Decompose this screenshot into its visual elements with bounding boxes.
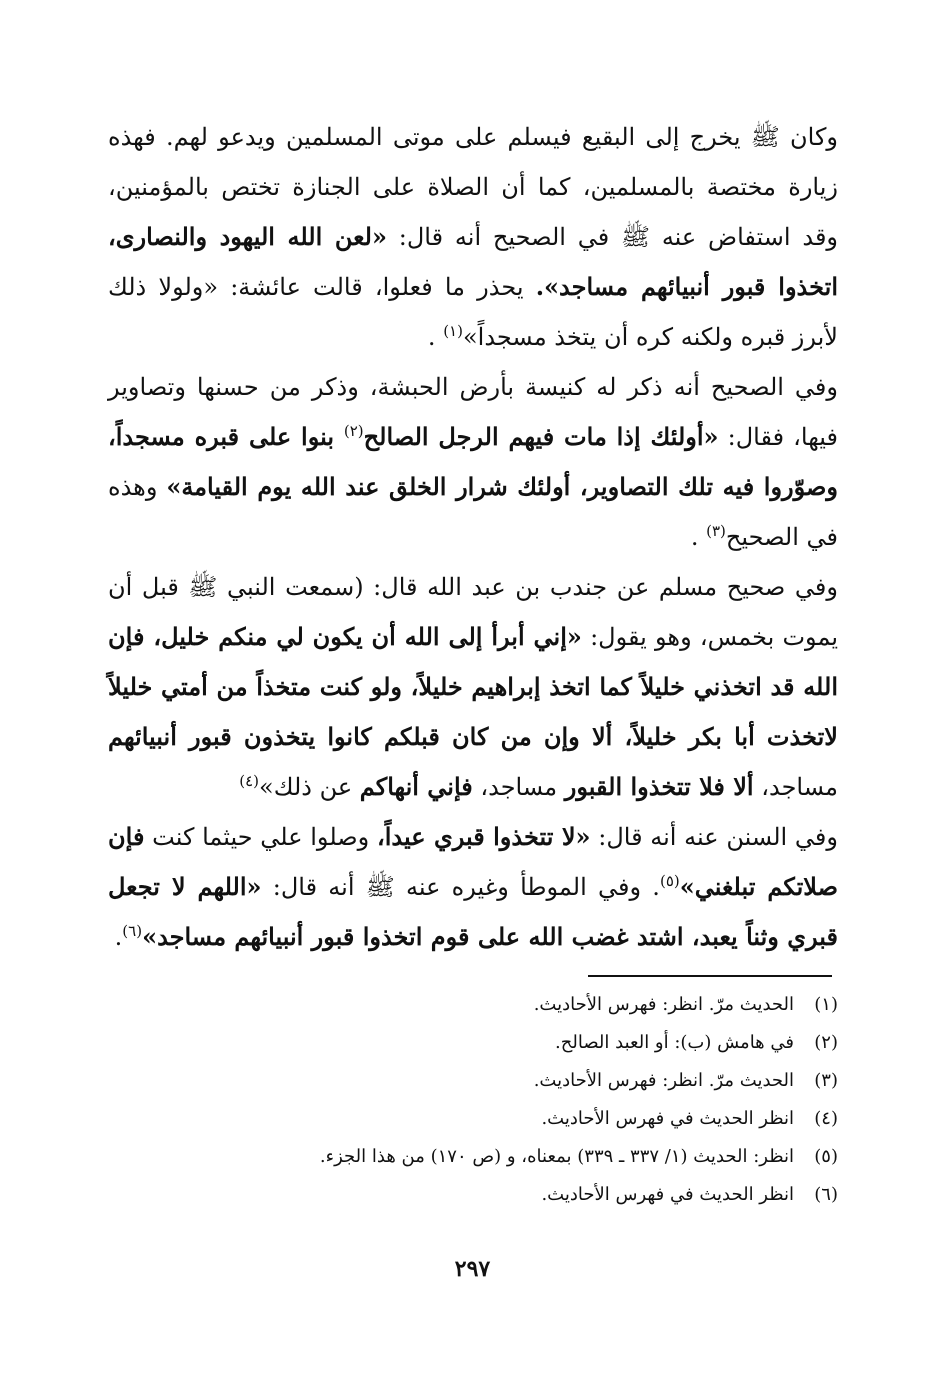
footnote-divider	[588, 975, 832, 977]
footnote-number: (٦)	[814, 1184, 838, 1205]
footnote-ref-5[interactable]: (٥)	[659, 872, 680, 890]
paragraph-2	[108, 362, 838, 562]
paragraph-3-text-4: عن ذلك»	[259, 773, 360, 801]
footnote-ref-4[interactable]: (٤)	[239, 772, 260, 790]
footnote-3	[108, 1062, 838, 1100]
paragraph-3	[108, 562, 838, 812]
paragraph-4-text-3: . وفي الموطأ وغيره عنه ﷺ أنه قال:	[261, 873, 660, 901]
paragraph-4	[108, 812, 838, 962]
hadith-quote-3: «اللهم لا تجعل قبري وثناً يعبد، اشتد غضب الله على قوم اتخذوا قبور أنبيائهم مساجد»	[108, 872, 838, 951]
paragraph-3-text: وفي صحيح مسلم عن جندب بن عبد الله قال: (سمعت النبي ﷺ قبل أن يموت بخمس، وهو يقول:	[108, 573, 838, 651]
footnote-number: (٣)	[814, 1070, 838, 1091]
paragraph-2-text-2: وهذه في الصحيح	[108, 473, 838, 551]
footnote-number: (١)	[814, 994, 838, 1015]
page-number: ٢٩٧	[454, 1256, 491, 1282]
paragraph-1-text-2: يحذر ما فعلوا، قالت عائشة: «ولولا ذلك لأبرز قبره ولكنه كره أن يتخذ مسجداً»	[108, 273, 838, 351]
footnote-ref-6[interactable]: (٦)	[122, 922, 143, 940]
hadith-quote: «إني أبرأ إلى الله أن يكون لي منكم خليل، فإن الله قد اتخذني خليلاً كما اتخذ إبراهيم خليلاً، ولو كنت متخذاً من أمتي خليلاً لاتخذت أبا بكر خليلاً، ألا وإن من كان قبلكم كانوا يتخذون قبور أنبيائهم	[108, 622, 838, 751]
footnote-6	[108, 1176, 838, 1214]
paragraph-end: .	[427, 323, 444, 351]
footnote-4	[108, 1100, 838, 1138]
paragraph-1-text: وكان ﷺ يخرج إلى البقيع فيسلم على موتى المسلمين ويدعو لهم. فهذه زيارة مختصة بالمسلمين، كما أن الصلاة على الجنازة تختص بالمؤمنين، وقد استفاض عنه ﷺ في الصحيح أنه قال:	[108, 123, 839, 251]
paragraph-end: .	[114, 923, 123, 951]
hadith-quote-2: ألا فلا تتخذوا القبور	[564, 772, 754, 801]
paragraph-4-text: وفي السنن عنه أنه قال:	[590, 823, 838, 851]
paragraph-3-text-3: مساجد،	[472, 773, 565, 801]
footnote-text: الحديث مرّ. انظر: فهرس الأحاديث.	[533, 994, 794, 1015]
hadith-quote: «لعن الله اليهود والنصارى، اتخذوا قبور أنبيائهم مساجد».	[108, 222, 838, 301]
paragraph-1	[108, 112, 838, 362]
paragraph-end: .	[690, 523, 707, 551]
hadith-quote-2: فإن صلاتكم تبلغني»	[108, 822, 838, 901]
footnote-ref-3[interactable]: (٣)	[706, 522, 726, 540]
footnote-1	[108, 986, 838, 1024]
footnote-number: (٢)	[814, 1032, 838, 1053]
hadith-quote: «لا تتخذوا قبري عيداً،	[376, 822, 591, 851]
hadith-quote-3: فإني أنهاكم	[359, 772, 473, 801]
hadith-quote-2: بنوا على قبره مسجداً، وصوّروا فيه تلك التصاوير، أولئك شرار الخلق عند الله يوم القيامة»	[108, 422, 839, 501]
footnote-ref-1[interactable]: (١)	[443, 322, 463, 340]
footnotes	[108, 986, 838, 1214]
footnote-text: في هامش (ب): أو العبد الصالح.	[555, 1032, 794, 1053]
footnote-text: انظر الحديث في فهرس الأحاديث.	[541, 1108, 794, 1129]
footnote-5	[108, 1138, 838, 1176]
paragraph-3-text-2: مساجد،	[753, 773, 838, 801]
footnote-number: (٤)	[814, 1108, 838, 1129]
hadith-quote: «أولئك إذا مات فيهم الرجل الصالح	[363, 422, 719, 451]
paragraph-4-text-2: وصلوا علي حيثما كنت	[144, 823, 377, 851]
footnote-2	[108, 1024, 838, 1062]
footnote-text: انظر الحديث في فهرس الأحاديث.	[541, 1184, 794, 1205]
footnote-text: الحديث مرّ. انظر: فهرس الأحاديث.	[533, 1070, 794, 1091]
footnote-ref-2[interactable]: (٢)	[343, 422, 364, 440]
paragraph-2-text: وفي الصحيح أنه ذكر له كنيسة بأرض الحبشة، وذكر من حسنها وتصاوير فيها، فقال:	[108, 373, 839, 451]
footnote-number: (٥)	[814, 1146, 838, 1167]
footnote-text: انظر: الحديث (١/ ٣٣٧ ـ ٣٣٩) بمعناه، و (ص ١٧٠) من هذا الجزء.	[319, 1146, 794, 1167]
